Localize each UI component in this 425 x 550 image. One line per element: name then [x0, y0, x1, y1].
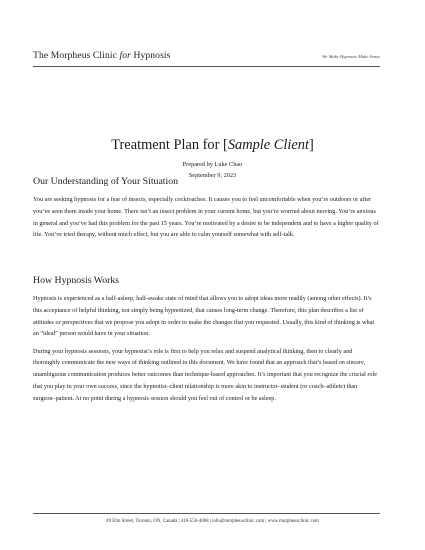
header-divider	[33, 66, 380, 67]
brand-for: for	[119, 50, 131, 61]
title-block	[0, 136, 425, 181]
clinic-tagline: We Make Hypnosis Make Sense	[322, 54, 380, 59]
page-header	[33, 50, 380, 61]
clinic-brand	[33, 50, 171, 61]
section-situation	[33, 176, 380, 247]
title-prefix: Treatment Plan for [	[111, 137, 228, 153]
section-paragraph: Hypnosis is experienced as a half-asleep, half-awake state of mind that allows you to adopt ideas more readily (among other effects). It’s this acceptance of helpful thinking, not simply being hypnotized, that causes long-term change. Therefore, this plan describes a list of attitudes or perspectives that we propose you adopt in order to make the changes that you requested. Usually, this kind of thinking is what an “ideal” person would have in your situation.	[33, 295, 375, 338]
section-how-hypnosis-works	[33, 275, 380, 410]
prepared-by: Prepared by Luke Chao	[182, 161, 243, 168]
brand-suffix: Hypnosis	[130, 50, 171, 61]
page-footer: 49 Elm Street, Toronto, ON, Canada | 416-556-4068 | info@morpheusclinic.com | www.morpheusclinic.com	[106, 519, 319, 524]
title-suffix: ]	[308, 137, 314, 153]
footer-divider	[33, 513, 380, 514]
document-title	[0, 136, 425, 154]
section-paragraph: You are seeking hypnosis for a fear of insects, especially cockroaches. It causes you to feel uncomfortable when you’re outdoors or after you’ve seen them inside your home. There isn’t an insect problem in your current home, but you’re worried about moving. You’re anxious in general and you’ve had this problem for the past 15 years. You’re motivated by a desire to be independent and to have a higher quality of life. You’ve tried therapy, without much effect, but you are able to calm yourself somewhat with self-talk.	[33, 196, 379, 239]
section-heading: Our Understanding of Your Situation	[33, 176, 179, 187]
section-paragraph: During your hypnosis sessions, your hypnotist’s role is first to help you relax and suspend analytical thinking, then to clearly and thoroughly communicate the new ways of thinking outlined in this document. We have found that an approach that’s based on sincere, unambiguous communication produces better outcomes than technique-based approaches. It’s important that you recognize the crucial role that you play in your own success, since the hypnotist–client relationship is more akin to instructor–student (or coach–athlete) than surgeon–patient. At no point during a hypnosis session should you feel out of control or be asleep.	[33, 347, 377, 402]
title-client-name: Sample Client	[227, 137, 309, 153]
document-date: September 9, 2023	[188, 172, 237, 179]
brand-prefix: The Morpheus Clinic	[33, 50, 120, 61]
section-heading: How Hypnosis Works	[33, 275, 120, 286]
